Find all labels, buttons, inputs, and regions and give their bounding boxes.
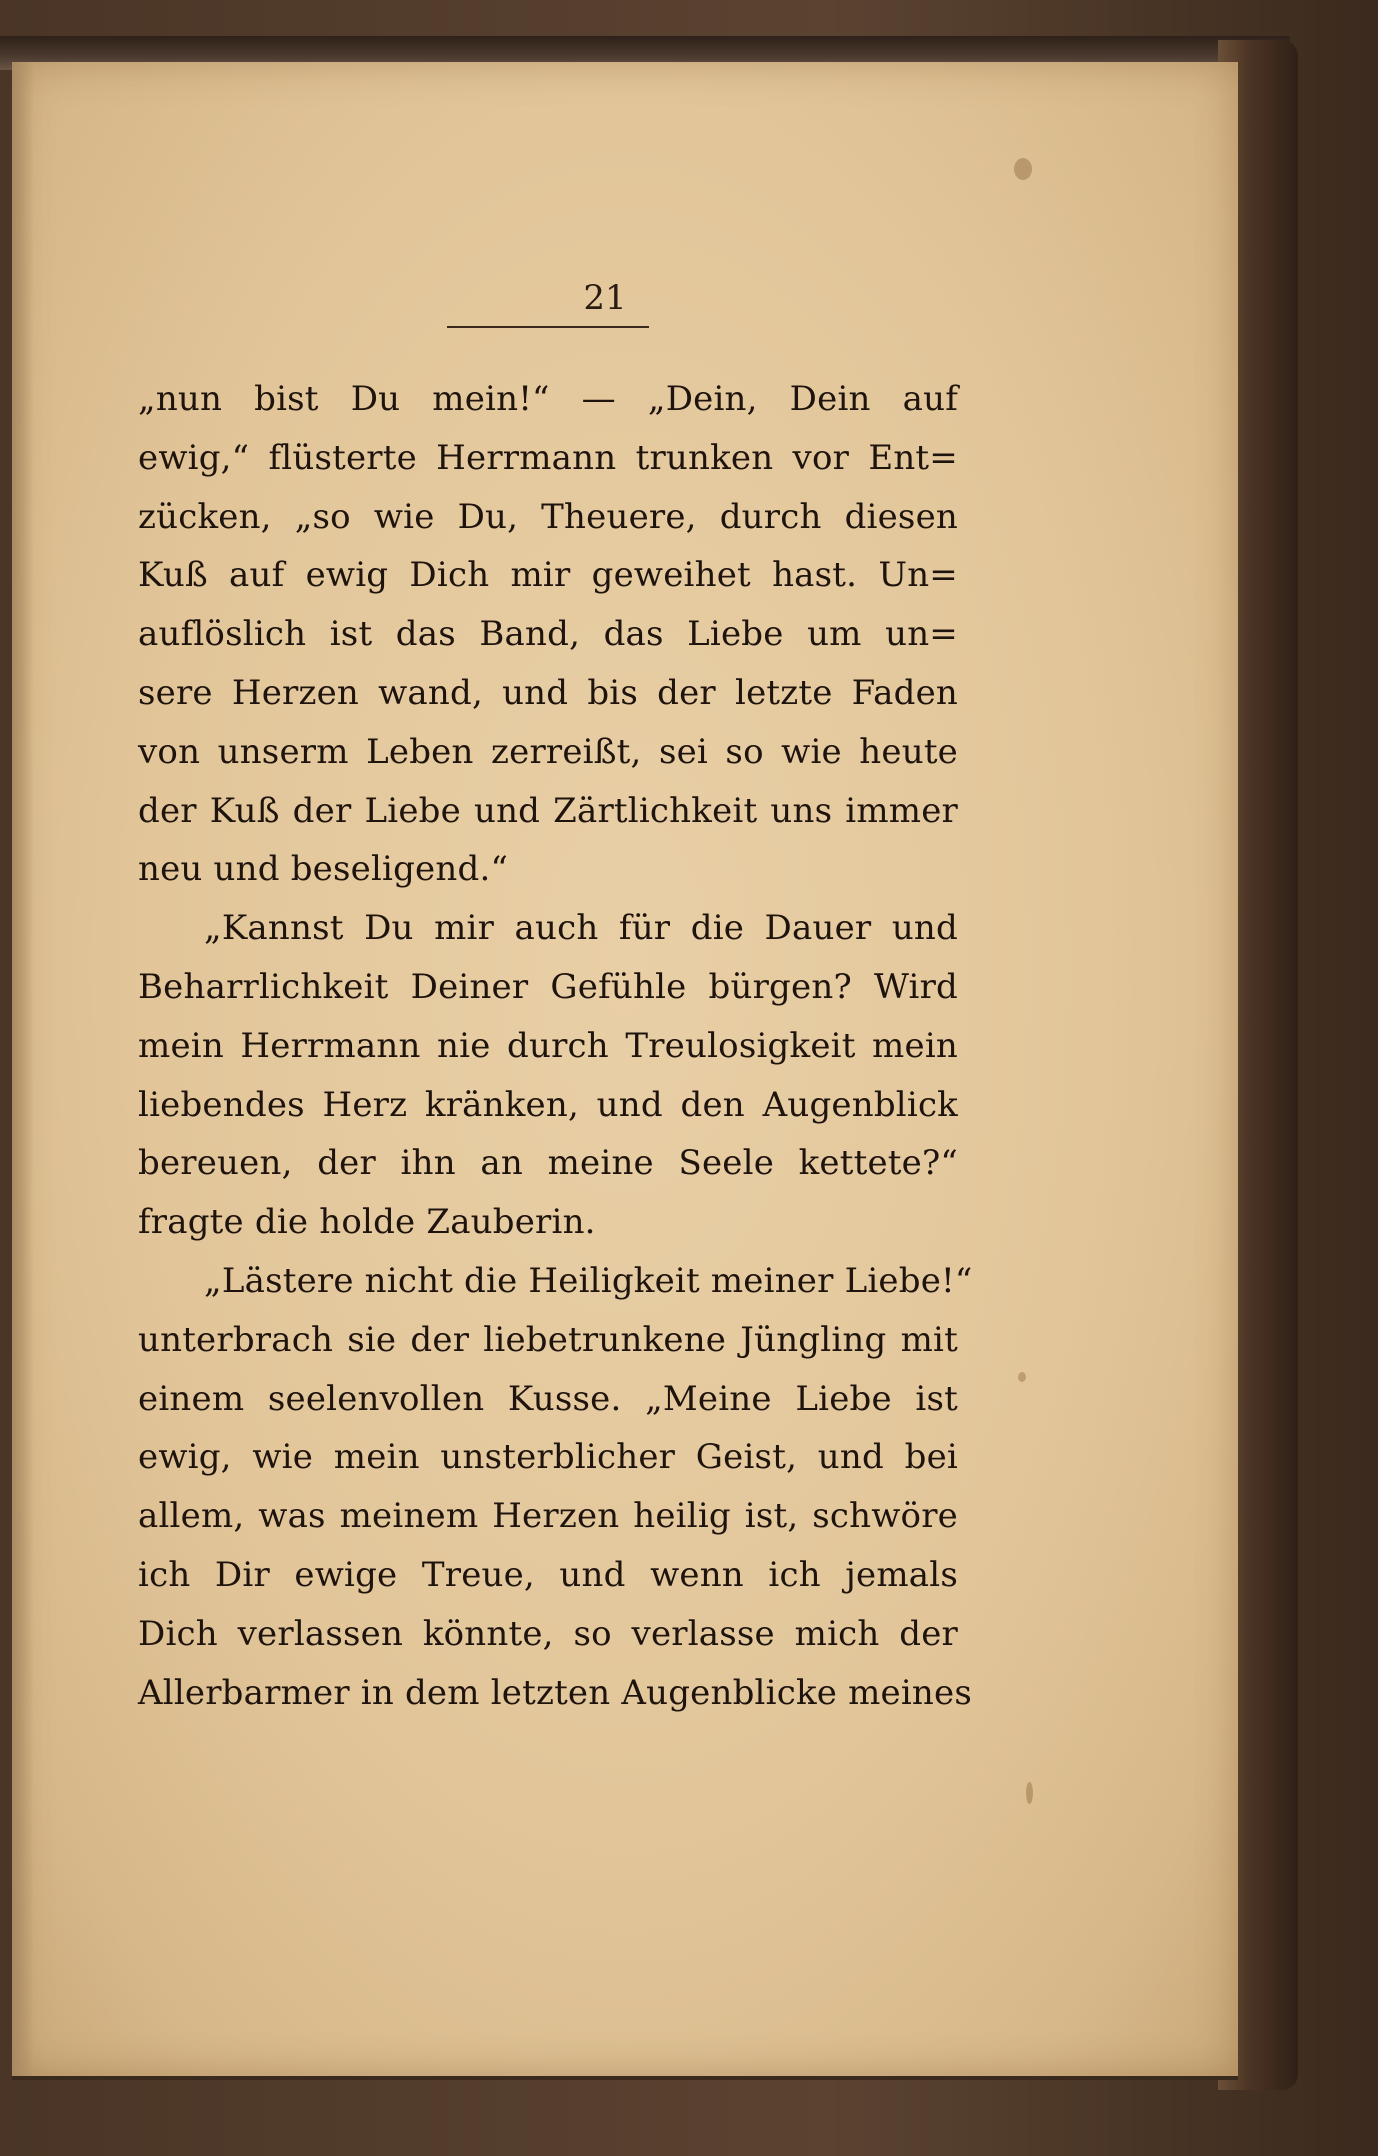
text-line: ewig,“ flüsterte Herrmann trunken vor Ent= bbox=[138, 437, 958, 478]
text-line: neu und beseligend.“ bbox=[138, 849, 509, 890]
text-line: einem seelenvollen Kusse. „Meine Liebe ist bbox=[138, 1378, 958, 1419]
text-line: liebendes Herz kränken, und den Augenblick bbox=[138, 1084, 958, 1125]
text-line: „Kannst Du mir auch für die Dauer und bbox=[204, 908, 958, 949]
page-number: 21 bbox=[583, 278, 627, 318]
text-line: bereuen, der ihn an meine Seele kettete?“ bbox=[138, 1143, 958, 1184]
text-line: zücken, „so wie Du, Theuere, durch diesen bbox=[138, 496, 958, 537]
text-line: Allerbarmer in dem letzten Augenblicke meines bbox=[138, 1672, 972, 1713]
text-line: der Kuß der Liebe und Zärtlichkeit uns immer bbox=[138, 790, 958, 831]
page-gutter-shadow bbox=[12, 62, 34, 2076]
text-line: „nun bist Du mein!“ — „Dein, Dein auf bbox=[138, 379, 958, 419]
text-line: allem, was meinem Herzen heilig ist, schwöre bbox=[138, 1496, 958, 1537]
text-line: fragte die holde Zauberin. bbox=[138, 1202, 596, 1243]
text-line: unterbrach sie der liebetrunkene Jüngling mit bbox=[138, 1319, 958, 1360]
text-line: ewig, wie mein unsterblicher Geist, und bei bbox=[138, 1437, 958, 1478]
page-stain bbox=[1026, 1782, 1033, 1804]
text-line: auflöslich ist das Band, das Liebe um un= bbox=[138, 614, 958, 655]
text-line: „Lästere nicht die Heiligkeit meiner Liebe!“ bbox=[204, 1260, 973, 1301]
text-line: sere Herzen wand, und bis der letzte Faden bbox=[138, 672, 958, 713]
text-line: ich Dir ewige Treue, und wenn ich jemals bbox=[138, 1554, 958, 1595]
text-line: mein Herrmann nie durch Treulosigkeit mein bbox=[138, 1025, 958, 1066]
text-line: Dich verlassen könnte, so verlasse mich der bbox=[138, 1613, 958, 1654]
page-body-text bbox=[138, 370, 973, 1722]
text-line: Beharrlichkeit Deiner Gefühle bürgen? Wird bbox=[138, 966, 958, 1007]
header-rule bbox=[447, 326, 649, 328]
page-stain bbox=[1018, 1372, 1026, 1382]
page-stain bbox=[1014, 158, 1032, 180]
text-line: von unserm Leben zerreißt, sei so wie heute bbox=[138, 731, 958, 772]
text-line: Kuß auf ewig Dich mir geweihet hast. Un= bbox=[138, 555, 958, 596]
